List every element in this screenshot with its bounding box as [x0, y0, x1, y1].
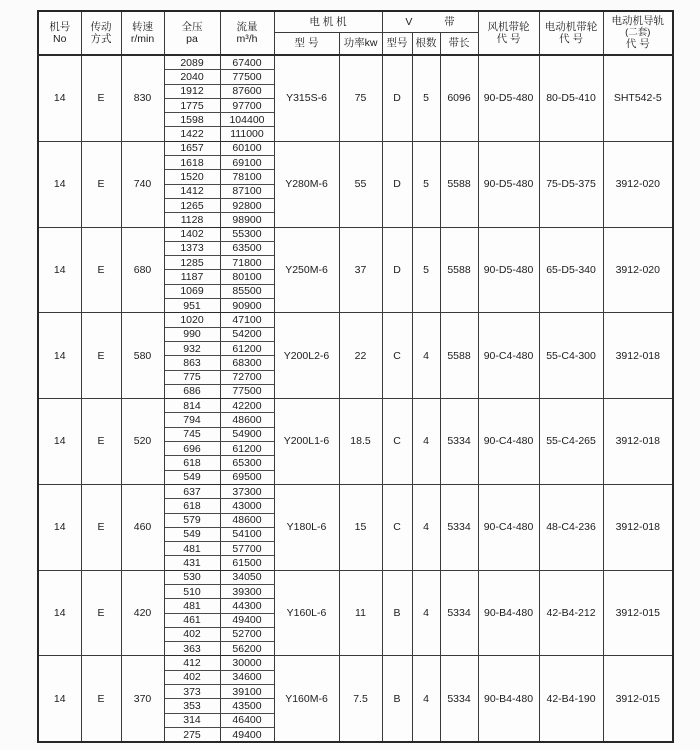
cell-flow: 98900: [220, 213, 274, 227]
cell-pressure: 1598: [164, 113, 220, 127]
table-row: [38, 313, 673, 327]
cell-pressure: 363: [164, 642, 220, 656]
header-fan-pulley: 风机带轮 代 号: [478, 11, 539, 55]
cell-pressure: 1775: [164, 98, 220, 112]
cell-pressure: 314: [164, 713, 220, 727]
cell-motor-power: 75: [339, 55, 382, 141]
table-row: [38, 55, 673, 70]
cell-pressure: 951: [164, 299, 220, 313]
cell-flow: 65300: [220, 456, 274, 470]
header-pressure: 全压 pa: [164, 11, 220, 55]
cell-flow: 47100: [220, 313, 274, 327]
cell-pressure: 275: [164, 727, 220, 742]
cell-flow: 77500: [220, 384, 274, 398]
cell-drive: E: [81, 570, 121, 656]
cell-pressure: 412: [164, 656, 220, 670]
cell-fan-pulley: 90-B4-480: [478, 570, 539, 656]
cell-pressure: 637: [164, 484, 220, 498]
cell-motor-pulley: 65-D5-340: [539, 227, 603, 313]
cell-vbelt-model: B: [382, 570, 412, 656]
cell-motor-model: Y280M-6: [274, 141, 339, 227]
table-row: [38, 227, 673, 241]
table-row: [38, 141, 673, 155]
cell-motor-power: 7.5: [339, 656, 382, 742]
cell-pressure: 2089: [164, 55, 220, 70]
cell-pressure: 431: [164, 556, 220, 570]
cell-speed: 420: [121, 570, 164, 656]
cell-pressure: 696: [164, 442, 220, 456]
cell-pressure: 530: [164, 570, 220, 584]
cell-motor-power: 22: [339, 313, 382, 399]
table-header: [38, 11, 673, 55]
cell-pressure: 686: [164, 384, 220, 398]
cell-speed: 680: [121, 227, 164, 313]
cell-vbelt-count: 5: [412, 141, 440, 227]
cell-machine-no: 14: [38, 227, 81, 313]
cell-rail: 3912-020: [603, 227, 673, 313]
cell-vbelt-model: B: [382, 656, 412, 742]
cell-motor-power: 37: [339, 227, 382, 313]
cell-flow: 48600: [220, 513, 274, 527]
cell-flow: 63500: [220, 241, 274, 255]
cell-vbelt-length: 5588: [440, 227, 478, 313]
cell-fan-pulley: 90-D5-480: [478, 227, 539, 313]
cell-flow: 44300: [220, 599, 274, 613]
cell-flow: 39300: [220, 584, 274, 598]
table-row: [38, 570, 673, 584]
table-body: [38, 55, 673, 742]
cell-flow: 61200: [220, 341, 274, 355]
cell-pressure: 1128: [164, 213, 220, 227]
cell-rail: 3912-018: [603, 484, 673, 570]
cell-vbelt-model: C: [382, 399, 412, 485]
cell-rail: 3912-018: [603, 399, 673, 485]
cell-vbelt-length: 5334: [440, 570, 478, 656]
cell-fan-pulley: 90-B4-480: [478, 656, 539, 742]
cell-drive: E: [81, 399, 121, 485]
header-flow: 流量 m³/h: [220, 11, 274, 55]
cell-rail: 3912-015: [603, 570, 673, 656]
header-vbelt-length: 带长: [440, 33, 478, 56]
header-motor-rail: 电动机导轨 (二套) 代 号: [603, 11, 673, 55]
cell-motor-pulley: 48-C4-236: [539, 484, 603, 570]
cell-machine-no: 14: [38, 141, 81, 227]
cell-vbelt-model: C: [382, 313, 412, 399]
header-vbelt-group: V 带: [382, 11, 478, 33]
cell-flow: 56200: [220, 642, 274, 656]
cell-flow: 68300: [220, 356, 274, 370]
header-speed: 转速 r/min: [121, 11, 164, 55]
cell-flow: 34600: [220, 670, 274, 684]
cell-speed: 740: [121, 141, 164, 227]
cell-speed: 370: [121, 656, 164, 742]
cell-speed: 830: [121, 55, 164, 141]
cell-flow: 85500: [220, 284, 274, 298]
cell-flow: 71800: [220, 256, 274, 270]
cell-flow: 54900: [220, 427, 274, 441]
cell-vbelt-length: 5588: [440, 141, 478, 227]
cell-flow: 87100: [220, 184, 274, 198]
table-row: [38, 656, 673, 670]
cell-vbelt-length: 5334: [440, 399, 478, 485]
header-motor-model: 型 号: [274, 33, 339, 56]
cell-drive: E: [81, 484, 121, 570]
cell-pressure: 481: [164, 599, 220, 613]
cell-motor-model: Y160M-6: [274, 656, 339, 742]
cell-pressure: 1412: [164, 184, 220, 198]
cell-flow: 87600: [220, 84, 274, 98]
cell-vbelt-model: D: [382, 55, 412, 141]
cell-pressure: 1402: [164, 227, 220, 241]
cell-speed: 520: [121, 399, 164, 485]
cell-vbelt-length: 5334: [440, 656, 478, 742]
cell-flow: 37300: [220, 484, 274, 498]
cell-flow: 69500: [220, 470, 274, 484]
cell-pressure: 373: [164, 685, 220, 699]
cell-flow: 60100: [220, 141, 274, 155]
cell-speed: 580: [121, 313, 164, 399]
cell-flow: 52700: [220, 627, 274, 641]
cell-drive: E: [81, 55, 121, 141]
cell-vbelt-length: 5334: [440, 484, 478, 570]
cell-vbelt-count: 4: [412, 399, 440, 485]
cell-pressure: 549: [164, 470, 220, 484]
cell-machine-no: 14: [38, 484, 81, 570]
header-drive: 传动 方式: [81, 11, 121, 55]
cell-vbelt-count: 4: [412, 656, 440, 742]
cell-pressure: 1265: [164, 198, 220, 212]
cell-pressure: 990: [164, 327, 220, 341]
cell-drive: E: [81, 141, 121, 227]
cell-pressure: 1912: [164, 84, 220, 98]
cell-motor-pulley: 55-C4-300: [539, 313, 603, 399]
cell-flow: 55300: [220, 227, 274, 241]
cell-vbelt-model: D: [382, 227, 412, 313]
cell-flow: 69100: [220, 156, 274, 170]
cell-flow: 77500: [220, 70, 274, 84]
cell-vbelt-count: 4: [412, 570, 440, 656]
cell-vbelt-count: 4: [412, 313, 440, 399]
cell-pressure: 1069: [164, 284, 220, 298]
cell-motor-model: Y200L1-6: [274, 399, 339, 485]
cell-fan-pulley: 90-D5-480: [478, 55, 539, 141]
cell-pressure: 481: [164, 542, 220, 556]
cell-rail: 3912-020: [603, 141, 673, 227]
table-row: [38, 399, 673, 413]
cell-pressure: 1373: [164, 241, 220, 255]
cell-drive: E: [81, 227, 121, 313]
cell-flow: 30000: [220, 656, 274, 670]
cell-motor-power: 11: [339, 570, 382, 656]
cell-vbelt-count: 4: [412, 484, 440, 570]
cell-flow: 97700: [220, 98, 274, 112]
cell-motor-model: Y200L2-6: [274, 313, 339, 399]
cell-pressure: 1020: [164, 313, 220, 327]
cell-pressure: 461: [164, 613, 220, 627]
cell-flow: 67400: [220, 55, 274, 70]
cell-pressure: 618: [164, 499, 220, 513]
cell-machine-no: 14: [38, 55, 81, 141]
cell-drive: E: [81, 313, 121, 399]
cell-flow: 72700: [220, 370, 274, 384]
cell-fan-pulley: 90-C4-480: [478, 399, 539, 485]
cell-pressure: 1422: [164, 127, 220, 141]
cell-pressure: 402: [164, 670, 220, 684]
cell-pressure: 579: [164, 513, 220, 527]
cell-vbelt-model: C: [382, 484, 412, 570]
cell-pressure: 794: [164, 413, 220, 427]
cell-rail: 3912-018: [603, 313, 673, 399]
cell-motor-pulley: 55-C4-265: [539, 399, 603, 485]
cell-drive: E: [81, 656, 121, 742]
cell-machine-no: 14: [38, 656, 81, 742]
cell-motor-pulley: 80-D5-410: [539, 55, 603, 141]
cell-fan-pulley: 90-C4-480: [478, 484, 539, 570]
cell-pressure: 549: [164, 527, 220, 541]
cell-flow: 34050: [220, 570, 274, 584]
cell-motor-pulley: 75-D5-375: [539, 141, 603, 227]
cell-flow: 54100: [220, 527, 274, 541]
cell-flow: 78100: [220, 170, 274, 184]
cell-flow: 61200: [220, 442, 274, 456]
cell-pressure: 1618: [164, 156, 220, 170]
cell-pressure: 863: [164, 356, 220, 370]
cell-fan-pulley: 90-D5-480: [478, 141, 539, 227]
cell-pressure: 2040: [164, 70, 220, 84]
header-motor-pulley: 电动机带轮 代 号: [539, 11, 603, 55]
cell-motor-model: Y160L-6: [274, 570, 339, 656]
cell-rail: 3912-015: [603, 656, 673, 742]
cell-rail: SHT542-5: [603, 55, 673, 141]
table-row: [38, 484, 673, 498]
cell-vbelt-length: 6096: [440, 55, 478, 141]
cell-machine-no: 14: [38, 313, 81, 399]
cell-pressure: 745: [164, 427, 220, 441]
cell-flow: 57700: [220, 542, 274, 556]
cell-vbelt-length: 5588: [440, 313, 478, 399]
cell-flow: 49400: [220, 727, 274, 742]
header-machine-no: 机号 No: [38, 11, 81, 55]
cell-speed: 460: [121, 484, 164, 570]
header-motor-group: 电 机 机: [274, 11, 382, 33]
cell-pressure: 814: [164, 399, 220, 413]
cell-motor-model: Y180L-6: [274, 484, 339, 570]
cell-machine-no: 14: [38, 399, 81, 485]
cell-pressure: 932: [164, 341, 220, 355]
header-vbelt-model: 型号: [382, 33, 412, 56]
cell-flow: 80100: [220, 270, 274, 284]
cell-flow: 92800: [220, 198, 274, 212]
cell-vbelt-count: 5: [412, 55, 440, 141]
cell-vbelt-count: 5: [412, 227, 440, 313]
cell-pressure: 1187: [164, 270, 220, 284]
cell-flow: 43000: [220, 499, 274, 513]
cell-motor-power: 15: [339, 484, 382, 570]
cell-flow: 111000: [220, 127, 274, 141]
cell-motor-pulley: 42-B4-190: [539, 656, 603, 742]
cell-pressure: 1657: [164, 141, 220, 155]
cell-pressure: 402: [164, 627, 220, 641]
cell-fan-pulley: 90-C4-480: [478, 313, 539, 399]
cell-pressure: 510: [164, 584, 220, 598]
cell-motor-model: Y315S-6: [274, 55, 339, 141]
cell-flow: 104400: [220, 113, 274, 127]
cell-flow: 42200: [220, 399, 274, 413]
cell-motor-power: 55: [339, 141, 382, 227]
cell-flow: 61500: [220, 556, 274, 570]
cell-pressure: 618: [164, 456, 220, 470]
header-motor-power: 功率kw: [339, 33, 382, 56]
cell-flow: 43500: [220, 699, 274, 713]
cell-pressure: 1285: [164, 256, 220, 270]
cell-motor-model: Y250M-6: [274, 227, 339, 313]
cell-vbelt-model: D: [382, 141, 412, 227]
cell-pressure: 1520: [164, 170, 220, 184]
spec-table: [37, 10, 674, 743]
cell-flow: 39100: [220, 685, 274, 699]
cell-motor-pulley: 42-B4-212: [539, 570, 603, 656]
cell-pressure: 353: [164, 699, 220, 713]
cell-flow: 54200: [220, 327, 274, 341]
cell-flow: 46400: [220, 713, 274, 727]
cell-motor-power: 18.5: [339, 399, 382, 485]
cell-pressure: 775: [164, 370, 220, 384]
cell-machine-no: 14: [38, 570, 81, 656]
header-vbelt-count: 根数: [412, 33, 440, 56]
cell-flow: 49400: [220, 613, 274, 627]
cell-flow: 48600: [220, 413, 274, 427]
cell-flow: 90900: [220, 299, 274, 313]
